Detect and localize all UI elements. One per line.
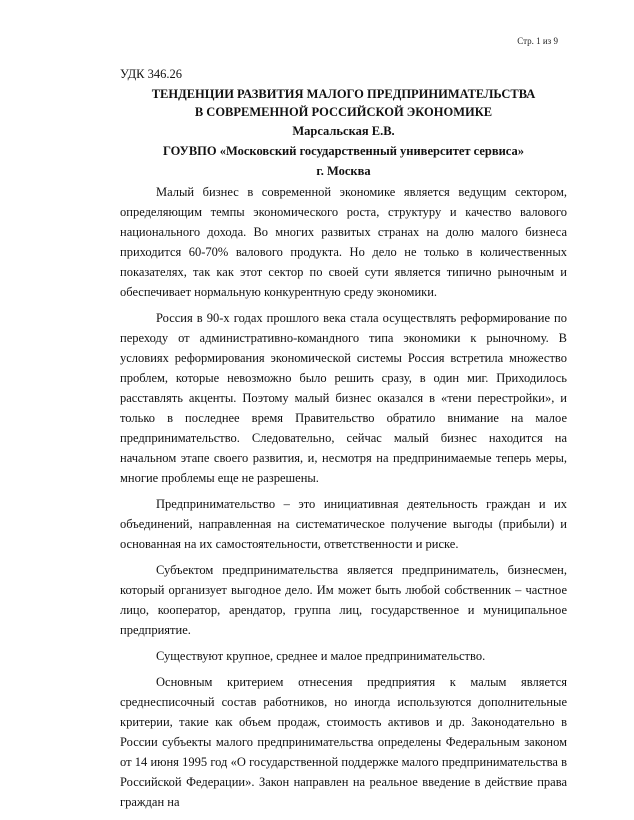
udk-code: УДК 346.26 — [120, 67, 182, 81]
paragraph-1: Малый бизнес в современной экономике является ведущим сектором, определяющим темпы экономического роста, структуру и качество валового национального дохода. Во многих развитых странах на долю малого бизнеса приходится 60-70% валового продукта. Но дело не только в количественных показателях, так как этот сектор по своей сути является типично рыночным и обеспечивает нормальную конкурентную среду экономики. — [120, 185, 567, 299]
paragraph-2: Россия в 90-х годах прошлого века стала осуществлять реформирование по переходу от административно-командного типа экономики к рыночному. В условиях реформирования экономической системы Россия встретила множество проблем, которые невозможно было решить сразу, в один миг. Приходилось расставлять акценты. Поэтому малый бизнес оказался в «тени перестройки», и только в последнее время Правительство обратило внимание на малое предпринимательство. Следовательно, сейчас малый бизнес находится на начальном этапе своего развития, и, несмотря на предпринимаемые теперь меры, многие проблемы еще не разрешены. — [120, 311, 567, 485]
page-counter: Стр. 1 из 9 — [517, 36, 558, 46]
document-title — [120, 85, 567, 121]
document-body — [120, 66, 567, 812]
title-line-1: ТЕНДЕНЦИИ РАЗВИТИЯ МАЛОГО ПРЕДПРИНИМАТЕЛЬСТВА — [151, 87, 536, 101]
city: г. Москва — [316, 164, 371, 178]
paragraph-5: Существуют крупное, среднее и малое предпринимательство. — [156, 649, 486, 663]
paragraph-6: Основным критерием отнесения предприятия к малым является среднесписочный состав работников, но иногда используются дополнительные критерии, такие как объем продаж, стоимость активов и др. Законодательно в России субъекты малого предпринимательства определены Федеральным законом от 14 июня 1995 год «О государственной поддержке малого предпринимательства в Российской Федерации». Закон направлен на реальное введение в действие права граждан на — [120, 675, 567, 809]
title-line-2: В СОВРЕМЕННОЙ РОССИЙСКОЙ ЭКОНОМИКЕ — [194, 105, 493, 119]
paragraph-3: Предпринимательство – это инициативная деятельность граждан и их объединений, направленная на систематическое получение выгоды (прибыли) и основанная на их самостоятельности, ответственности и риске. — [120, 497, 567, 551]
paragraph-4: Субъектом предпринимательства является предприниматель, бизнесмен, который организует выгодное дело. Им может быть любой собственник – частное лицо, кооператор, арендатор, группа лиц, государственное и муниципальное предприятие. — [120, 563, 567, 637]
article-text — [120, 182, 567, 812]
organization: ГОУВПО «Московский государственный университет сервиса» — [162, 144, 524, 158]
author-name: Марсальская Е.В. — [292, 124, 395, 138]
